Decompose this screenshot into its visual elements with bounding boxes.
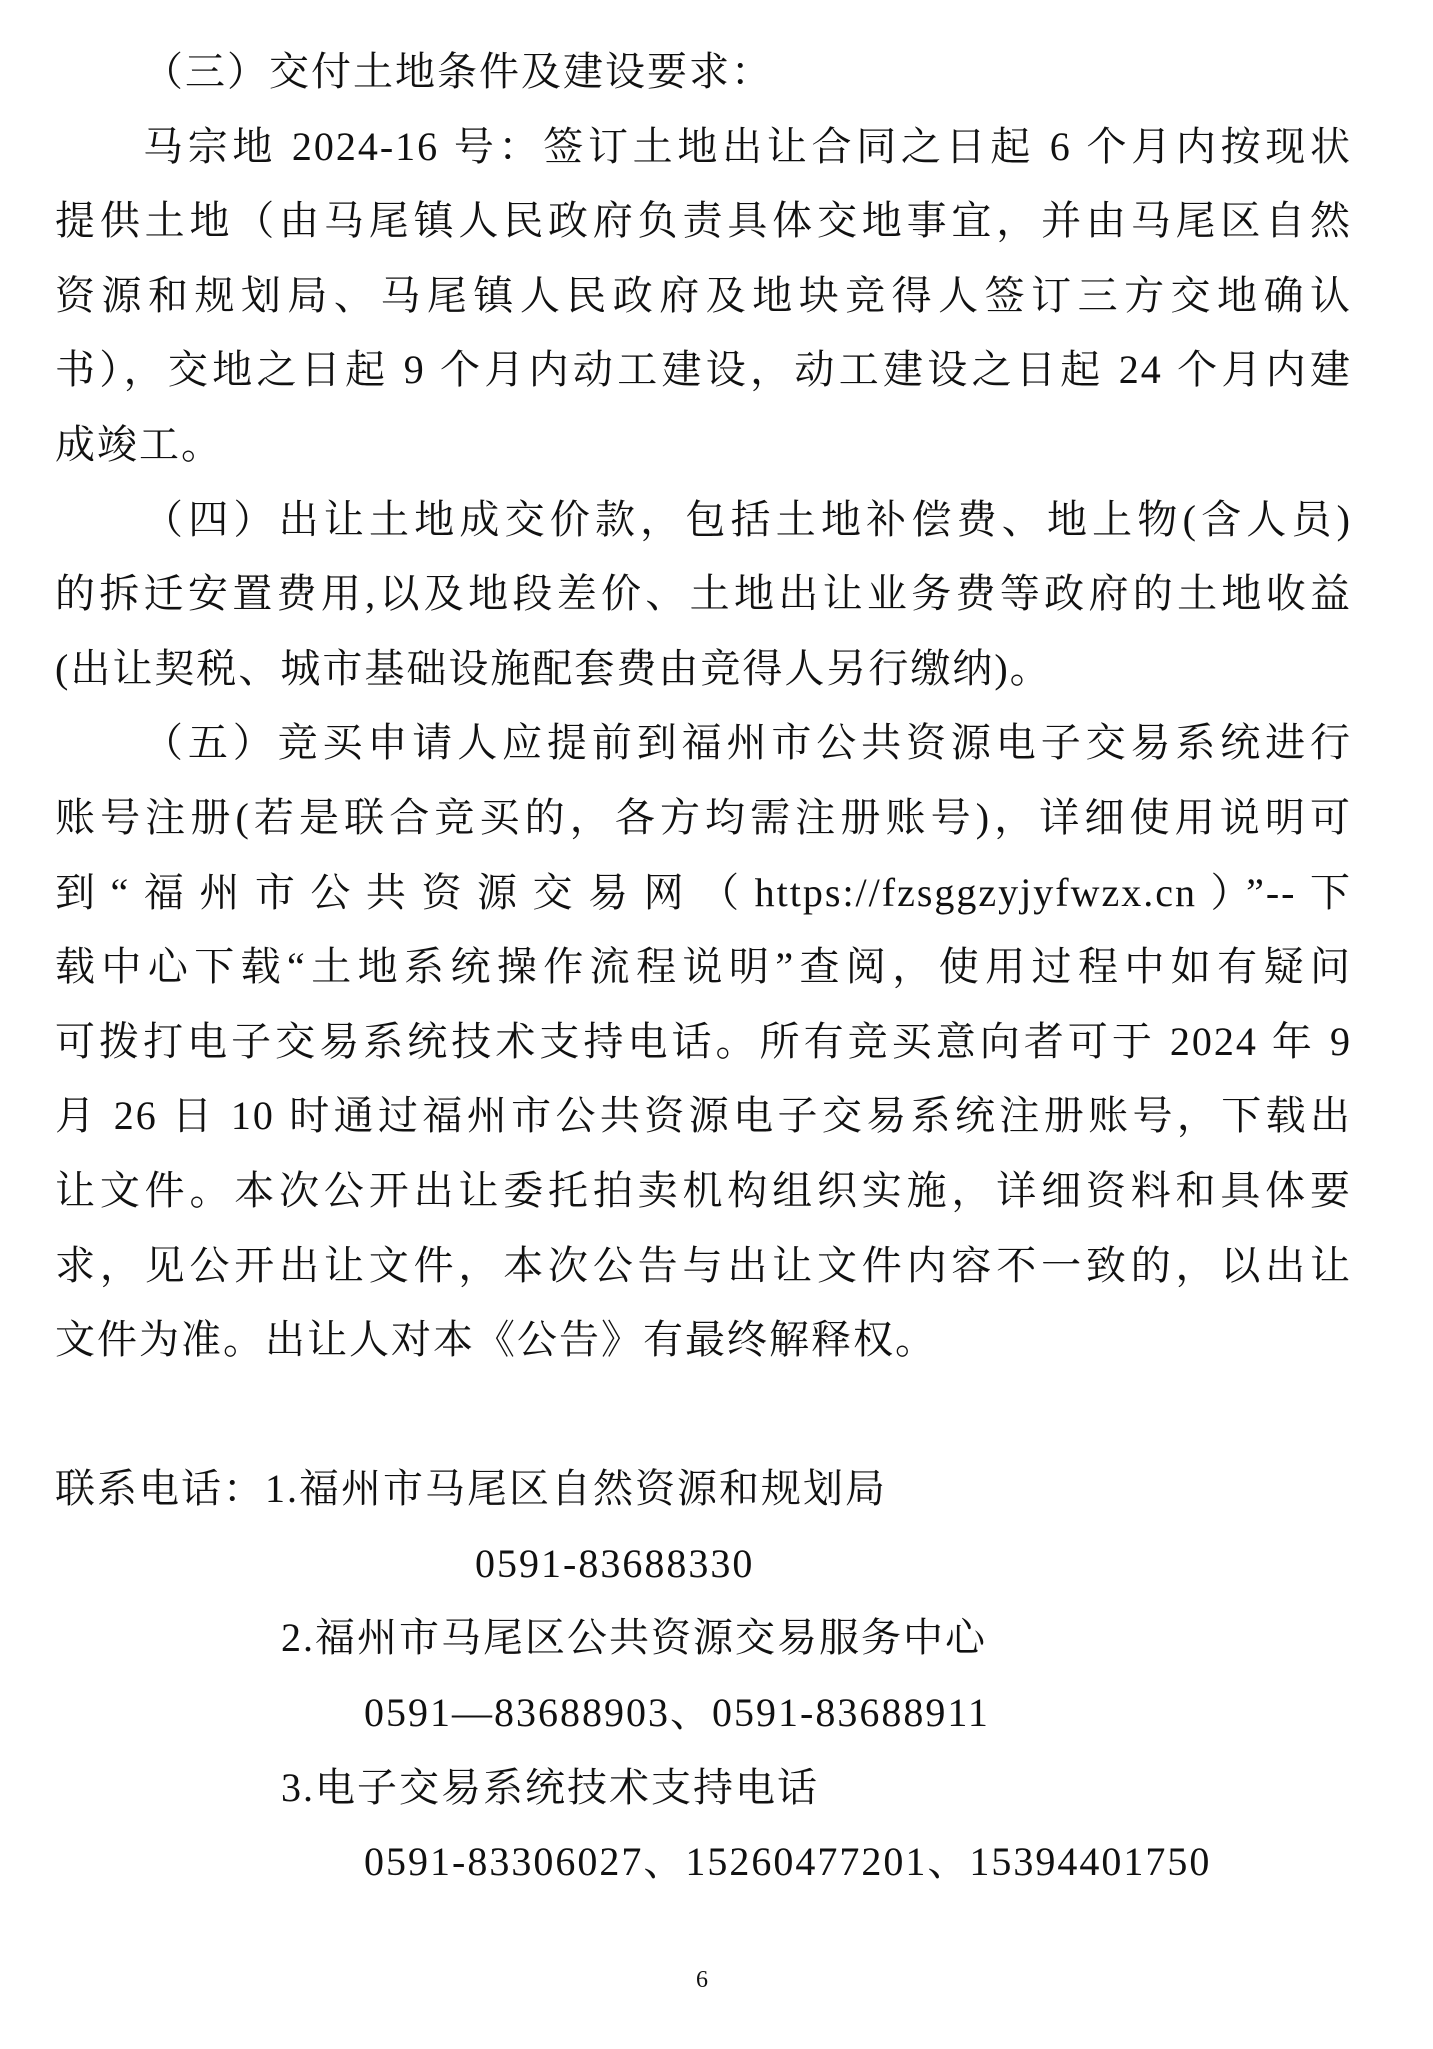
- para-3-line-1: （五）竞买申请人应提前到福州市公共资源电子交易系统进行: [143, 720, 1352, 766]
- para-1-line-1: （三）交付土地条件及建设要求：: [143, 49, 773, 94]
- document-body: [55, 35, 1352, 1900]
- para-3-line-4: 载中心下载“土地系统操作流程说明”查阅，使用过程中如有疑问: [55, 944, 1352, 990]
- para-2-line-3: (出让契税、城市基础设施配套费由竞得人另行缴纳)。: [55, 645, 1052, 691]
- para-3-line-2: 账号注册(若是联合竞买的，各方均需注册账号)，详细使用说明可: [55, 794, 1352, 840]
- para-3-line-7: 让文件。本次公开出让委托拍卖机构组织实施，详细资料和具体要: [55, 1167, 1352, 1213]
- contact-label: 联系电话：: [55, 1466, 265, 1512]
- para-2-line-1: （四）出让土地成交价款，包括土地补偿费、地上物(含人员): [143, 496, 1352, 542]
- para-1-line-6: 成竣工。: [55, 421, 223, 467]
- para-3-line-9: 文件为准。出让人对本《公告》有最终解释权。: [55, 1317, 937, 1363]
- para-3-line-6: 月 26 日 10 时通过福州市公共资源电子交易系统注册账号，下载出: [55, 1093, 1352, 1139]
- contact-phone-3: 0591-83306027、15260477201、15394401750: [364, 1839, 1212, 1885]
- contact-phone-2: 0591—83688903、0591-83688911: [364, 1690, 990, 1736]
- para-1-line-2: 马宗地 2024-16 号：签订土地出让合同之日起 6 个月内按现状: [143, 123, 1352, 169]
- blank-line: [55, 1378, 1352, 1453]
- para-3-line-5: 可拨打电子交易系统技术支持电话。所有竞买意向者可于 2024 年 9: [55, 1018, 1352, 1064]
- contact-line-1: [55, 1452, 1352, 1527]
- contact-name-2: 2.福州市马尾区公共资源交易服务中心: [281, 1615, 987, 1661]
- para-3-line-3: 到“福州市公共资源交易网（https://fzsggzyjyfwzx.cn）”--下: [55, 869, 1352, 915]
- para-3-line-8: 求，见公开出让文件，本次公告与出让文件内容不一致的，以出让: [55, 1242, 1352, 1288]
- page-number: 6: [696, 1967, 708, 1993]
- para-1-line-3: 提供土地（由马尾镇人民政府负责具体交地事宜，并由马尾区自然: [55, 198, 1352, 244]
- contact-phone-1: 0591-83688330: [475, 1540, 755, 1586]
- para-2-line-2: 的拆迁安置费用,以及地段差价、土地出让业务费等政府的土地收益: [55, 571, 1352, 617]
- para-1-line-5: 书），交地之日起 9 个月内动工建设，动工建设之日起 24 个月内建: [55, 347, 1352, 393]
- para-1-line-4: 资源和规划局、马尾镇人民政府及地块竞得人签订三方交地确认: [55, 272, 1352, 318]
- contact-name-3: 3.电子交易系统技术支持电话: [281, 1764, 819, 1810]
- contact-name-1: 1.福州市马尾区自然资源和规划局: [265, 1466, 887, 1512]
